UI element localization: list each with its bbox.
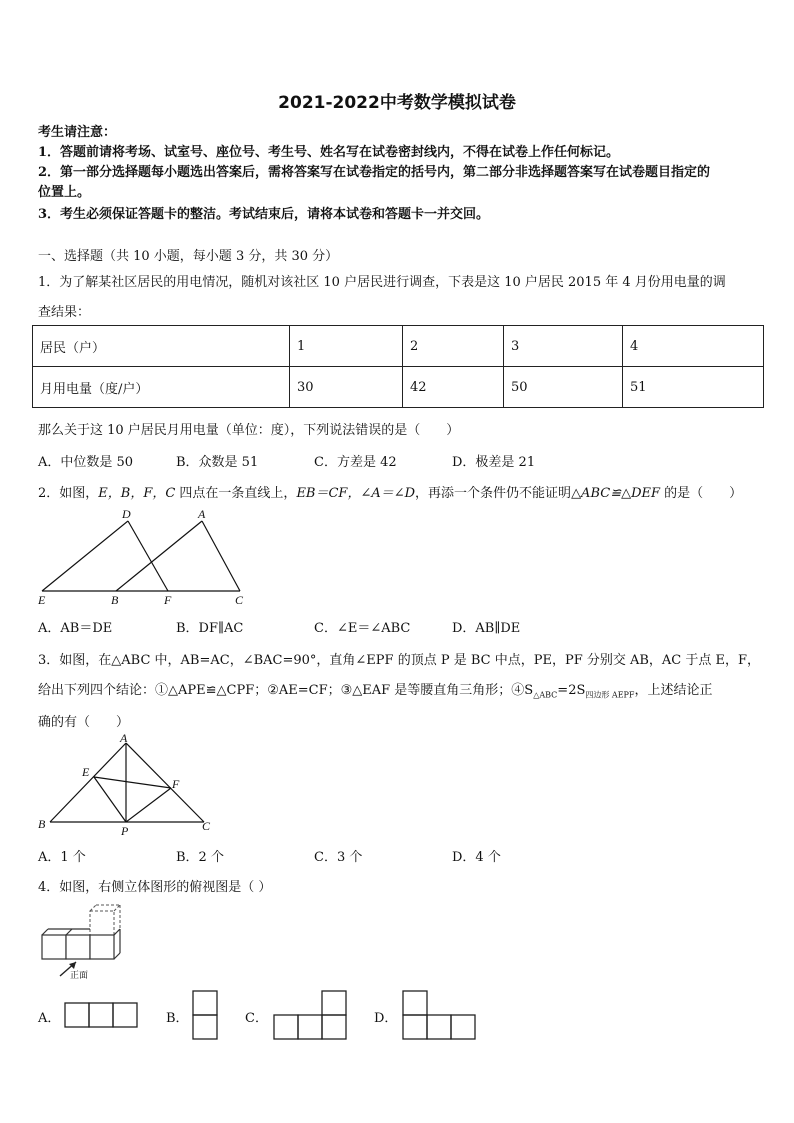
q3-segment-EF — [94, 777, 171, 788]
q3-text-part: 给出下列四个结论：①△APE≌△CPF；②AE=CF；③△EAF 是等腰直角三角形；④S — [38, 683, 534, 698]
notice-line-3: 位置上。 — [38, 185, 91, 200]
q3-line-2 — [38, 679, 712, 701]
q4-text: 4．如图，右侧立体图形的俯视图是（ ） — [38, 880, 272, 895]
table-cell: 4 — [623, 326, 764, 367]
q3-option-b: B．2 个 — [176, 850, 224, 865]
notice-line-1: 1．答题前请将考场、试室号、座位号、考生号、姓名写在试卷密封线内，不得在试卷上作任何标记。 — [38, 145, 620, 160]
q3-option-c: C．3 个 — [314, 850, 363, 865]
q2-option-b: B．DF∥AC — [176, 621, 244, 636]
notice-line-2: 2．第一部分选择题每小题选出答案后，需将答案写在试卷指定的括号内，第二部分非选择题答案写在试卷题目指定的 — [38, 165, 711, 180]
q2-text — [38, 482, 742, 501]
q3-figure — [36, 731, 216, 838]
table-cell: 3 — [504, 326, 623, 367]
q2-label-A: A — [198, 507, 206, 521]
q3-label-C: C — [202, 819, 211, 833]
q2-option-d: D．AB∥DE — [452, 621, 521, 636]
q4-option-d-figure — [401, 990, 477, 1040]
q3-side-AC — [126, 743, 204, 822]
table-cell: 1 — [290, 326, 403, 367]
q3-option-d: D．4 个 — [452, 850, 501, 865]
q2-segment-AC — [202, 521, 240, 591]
q3-line-3: 确的有（ ） — [38, 715, 130, 730]
q3-label-F: F — [172, 777, 180, 791]
q1-option-a: A．中位数是 50 — [38, 455, 134, 470]
q1-table — [32, 325, 764, 408]
q2-label-E: E — [38, 593, 46, 607]
q4-option-d-label: D． — [374, 1011, 398, 1026]
q2-segment-ED — [42, 521, 128, 591]
q3-line-1: 3．如图，在△ABC 中，AB=AC，∠BAC=90°，直角∠EPF 的顶点 P 是 BC 中点，PE，PF 分别交 AB，AC 于点 E，F， — [38, 653, 761, 668]
q2-segment-BA — [116, 521, 202, 591]
q4-option-a-label: A． — [38, 1011, 61, 1026]
table-cell: 42 — [403, 367, 504, 408]
q2-option-c: C．∠E＝∠ABC — [314, 621, 411, 636]
notice-line-4: 3．考生必须保证答题卡的整洁。考试结束后，请将本试卷和答题卡一并交回。 — [38, 207, 490, 222]
q4-option-b-figure — [192, 990, 218, 1040]
q2-label-B: B — [111, 593, 119, 607]
q3-subscript: 四边形 AEPF — [585, 690, 635, 700]
table-row — [33, 326, 764, 367]
q2-label-D: D — [122, 507, 131, 521]
q3-subscript: △ABC — [533, 690, 558, 700]
page-title: 2021-2022中考数学模拟试卷 — [278, 93, 516, 113]
q3-text-part: ，上述结论正 — [634, 683, 713, 698]
q1-option-b: B．众数是 51 — [176, 455, 259, 470]
table-cell: 月用电量（度/户） — [33, 367, 290, 408]
q3-label-B: B — [38, 817, 46, 831]
q1-option-d: D．极差是 21 — [452, 455, 536, 470]
q3-side-AB — [50, 743, 126, 822]
q2-text-part: E，B，F，C — [98, 486, 176, 501]
q2-figure — [36, 505, 246, 607]
q1-line-1: 1．为了解某社区居民的用电情况，随机对该社区 10 户居民进行调查，下表是这 10 户居民 2015 年 4 月份用电量的调 — [38, 275, 726, 290]
q2-option-a: A．AB＝DE — [38, 621, 113, 636]
q2-label-C: C — [235, 593, 244, 607]
q3-segment-PE — [94, 777, 126, 822]
table-cell: 50 — [504, 367, 623, 408]
q4-option-b-label: B． — [166, 1011, 189, 1026]
table-cell: 30 — [290, 367, 403, 408]
table-row — [33, 367, 764, 408]
q3-text-part: =2S — [557, 683, 586, 698]
q2-text-part: △ABC≌△DEF — [571, 486, 661, 501]
notice-heading: 考生请注意： — [38, 125, 117, 140]
q2-text-part: ，再添一个条件仍不能证明 — [415, 486, 572, 501]
q3-segment-PF — [126, 788, 171, 822]
q3-label-A: A — [120, 731, 128, 745]
table-cell: 2 — [403, 326, 504, 367]
q2-label-F: F — [164, 593, 172, 607]
q2-text-part: EB＝CF，∠A＝∠D — [296, 486, 416, 501]
q4-solid-figure — [36, 900, 136, 982]
q1-option-c: C．方差是 42 — [314, 455, 397, 470]
q4-option-c-figure — [272, 990, 348, 1040]
q3-label-P: P — [121, 824, 129, 838]
table-cell: 居民（户） — [33, 326, 290, 367]
q2-text-part: 四点在一条直线上， — [175, 486, 297, 501]
q1-line-2: 查结果： — [38, 305, 91, 320]
section-heading: 一、选择题（共 10 小题，每小题 3 分，共 30 分） — [38, 249, 339, 264]
q2-segment-DF — [128, 521, 168, 591]
q2-text-part: 的是（ ） — [660, 486, 743, 501]
q4-option-a-figure — [64, 1002, 138, 1028]
q4-option-c-label: C． — [245, 1011, 268, 1026]
table-cell: 51 — [623, 367, 764, 408]
q3-label-E: E — [82, 765, 90, 779]
q3-option-a: A．1 个 — [38, 850, 86, 865]
q2-text-part: 2．如图， — [38, 486, 99, 501]
q1-question: 那么关于这 10 户居民月用电量（单位：度），下列说法错误的是（ ） — [38, 423, 460, 438]
front-label: 正面 — [70, 970, 89, 980]
